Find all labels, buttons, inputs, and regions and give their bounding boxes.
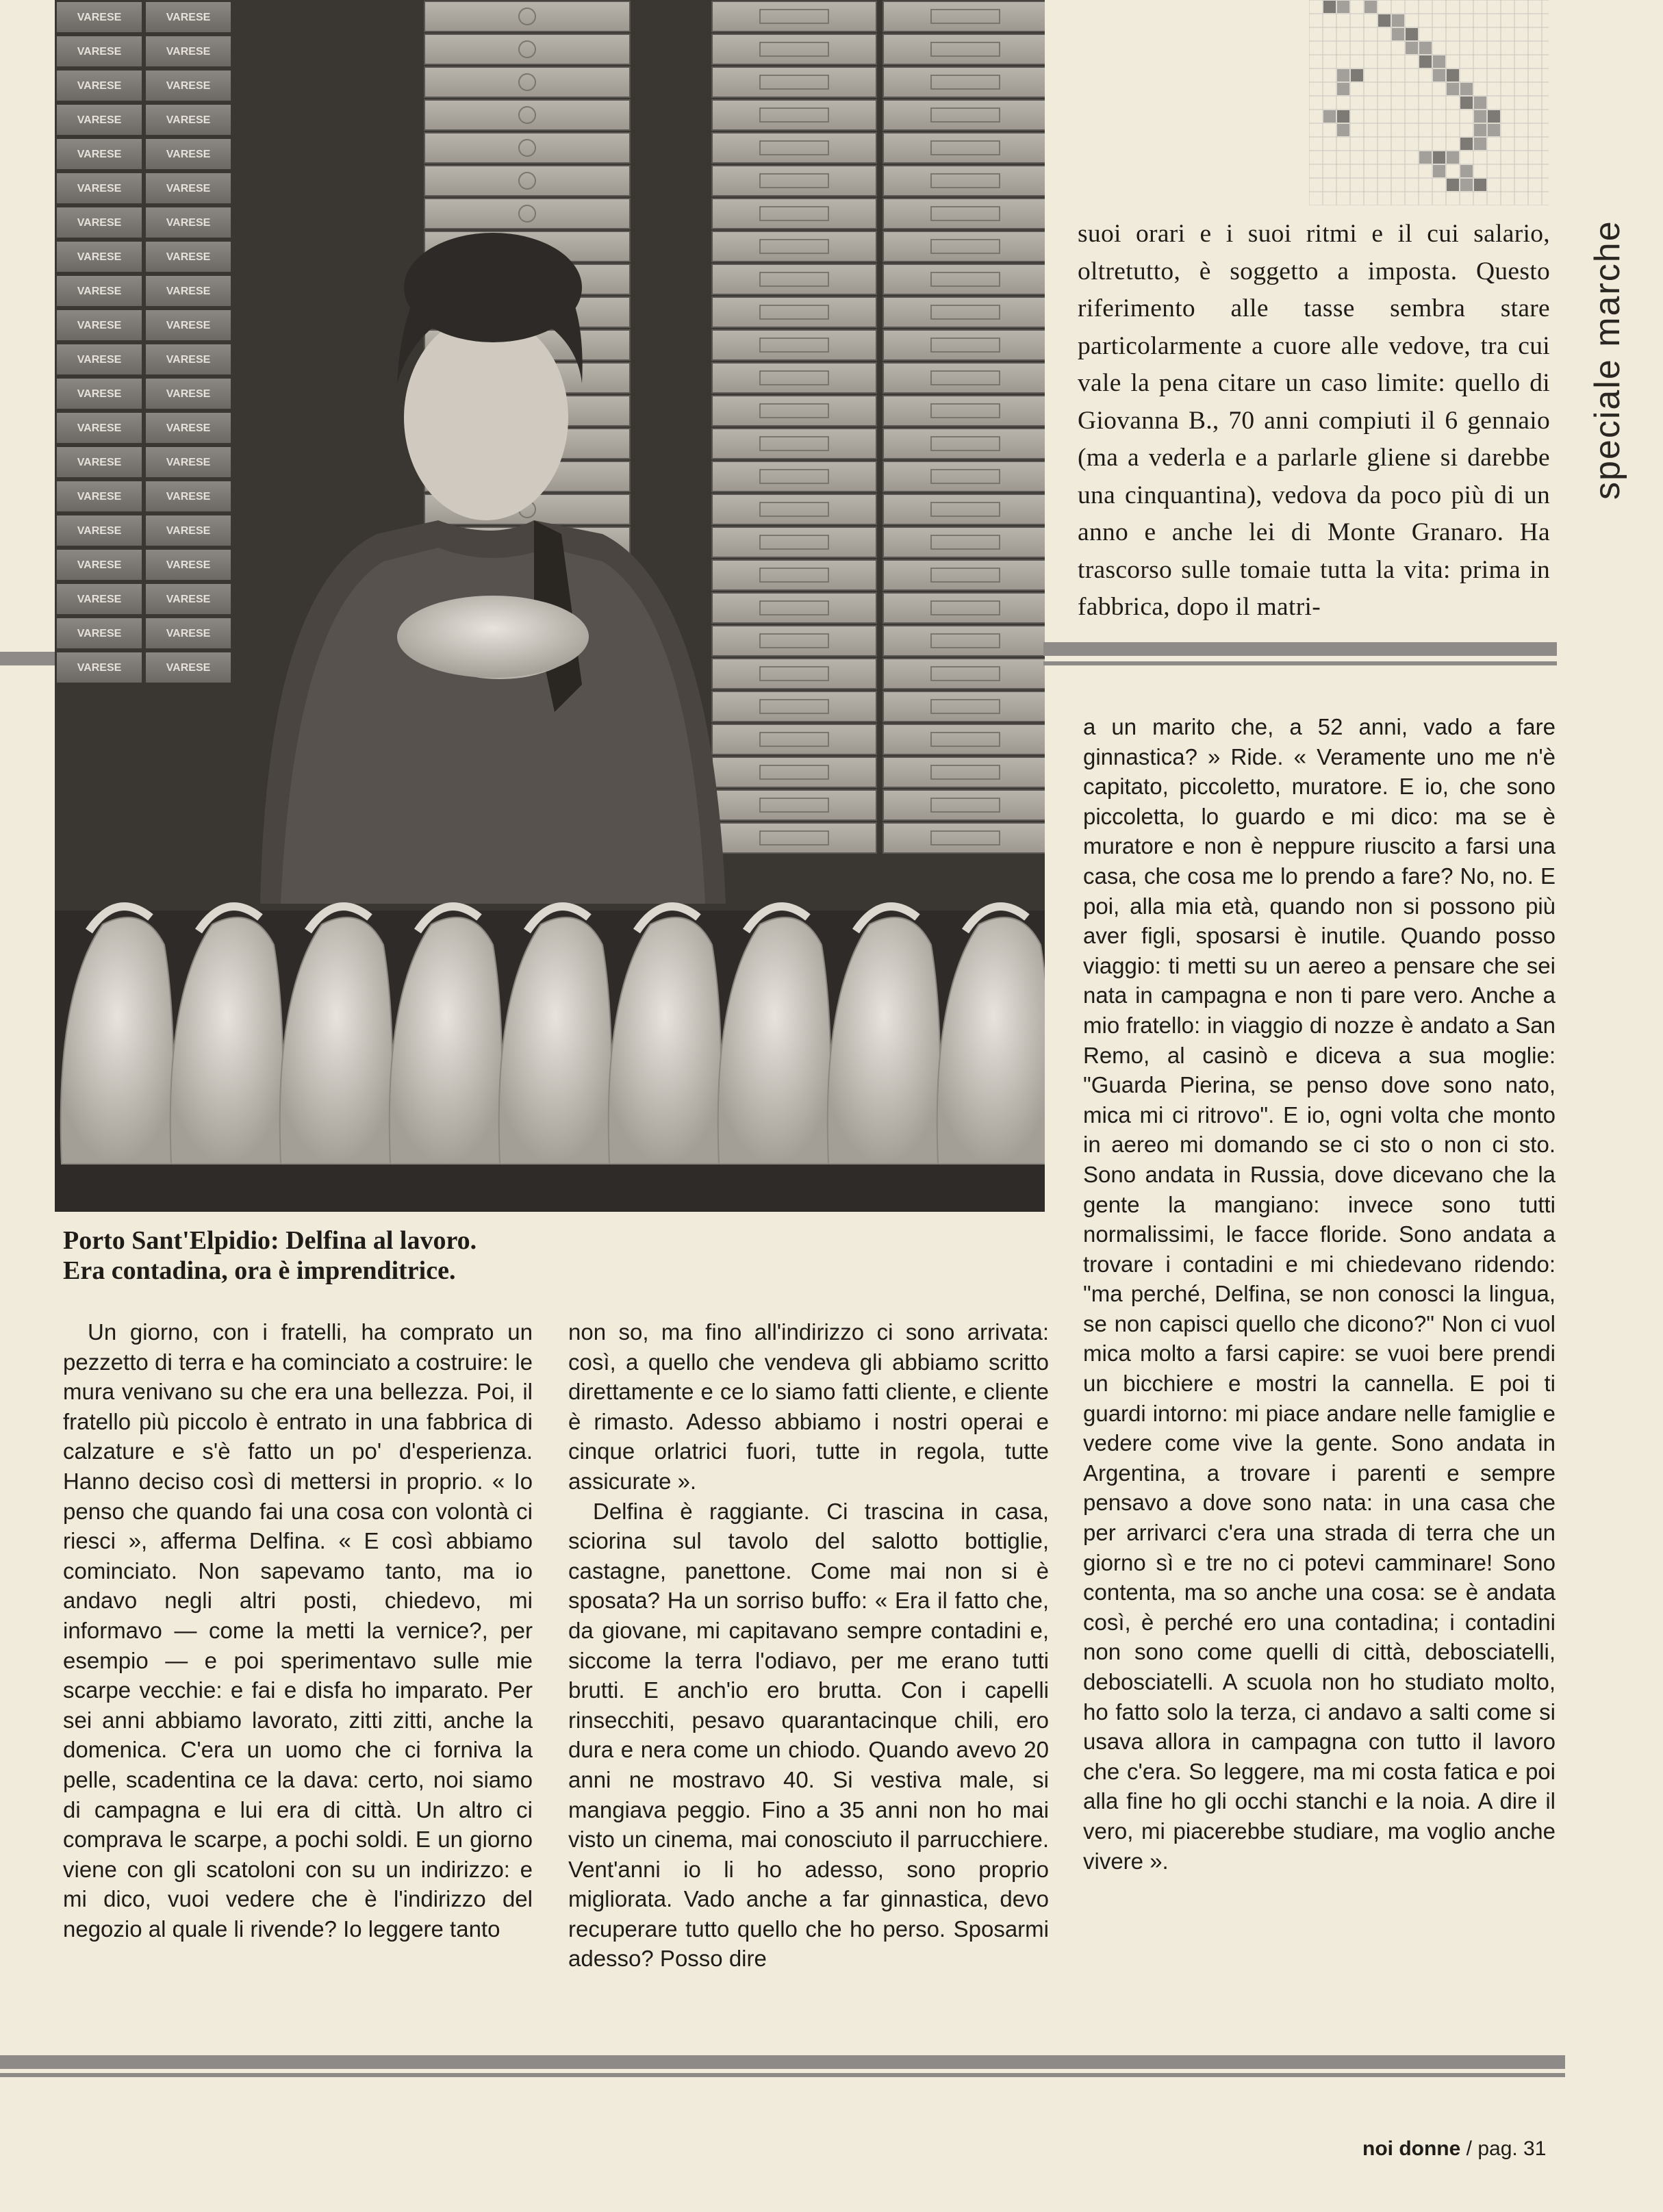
shoe-box-label: VARESE xyxy=(166,662,211,674)
shoe-box xyxy=(56,618,142,649)
shoe-box xyxy=(56,70,142,101)
shoe-box xyxy=(712,429,876,459)
section-label: speciale marche xyxy=(1588,220,1627,500)
footer-separator: / xyxy=(1460,2137,1478,2160)
shoe-box xyxy=(712,659,876,689)
shoe-box xyxy=(712,133,876,163)
shoe-box xyxy=(883,823,1045,853)
shoe-box-label: VARESE xyxy=(77,251,122,263)
shoe-box xyxy=(56,104,142,136)
shoe-box xyxy=(145,138,231,170)
shoe-box xyxy=(712,461,876,492)
shoe-box xyxy=(56,36,142,67)
divider-bottom xyxy=(0,2055,1565,2069)
shoe-box xyxy=(145,481,231,512)
shoe-box xyxy=(56,207,142,238)
shoe-box xyxy=(56,412,142,444)
shoe-box xyxy=(56,344,142,375)
shoe-box-label: VARESE xyxy=(166,354,211,366)
shoe-box xyxy=(145,515,231,546)
shoe-box xyxy=(883,659,1045,689)
shoe-box xyxy=(56,275,142,307)
shoe-box-label: VARESE xyxy=(166,559,211,571)
shoe-box xyxy=(883,396,1045,426)
serif-column xyxy=(1078,216,1550,626)
shoe-box xyxy=(145,583,231,615)
shoe-box-label: VARESE xyxy=(77,12,122,23)
shoe-box xyxy=(712,626,876,656)
shoe-box xyxy=(145,412,231,444)
shoe-box xyxy=(712,264,876,294)
shoe-box-label: VARESE xyxy=(77,628,122,639)
shoe-box-label: VARESE xyxy=(77,491,122,503)
shoe-box-label: VARESE xyxy=(77,149,122,160)
article-column-1 xyxy=(63,1317,533,1944)
shoe-box xyxy=(424,1,630,31)
shoe-box xyxy=(712,34,876,64)
shoe-box xyxy=(712,757,876,787)
shoe-box-label: VARESE xyxy=(166,457,211,468)
shoe-box xyxy=(712,330,876,360)
article-column-2 xyxy=(568,1317,1049,1974)
shoe-box-label: VARESE xyxy=(166,12,211,23)
shoe-box-label: VARESE xyxy=(166,628,211,639)
shoe-box xyxy=(712,527,876,557)
shoe-box xyxy=(56,446,142,478)
divider-right-thin xyxy=(1043,661,1557,665)
shoe-box xyxy=(883,494,1045,524)
divider-right xyxy=(1043,642,1557,656)
photo-illustration xyxy=(55,0,1045,1212)
caption-line-2: Era contadina, ora è imprenditrice. xyxy=(63,1256,456,1285)
shoe-box xyxy=(145,1,231,33)
shoe-box xyxy=(883,133,1045,163)
shoe-box xyxy=(712,724,876,754)
shoe-box-label: VARESE xyxy=(166,525,211,537)
shoe-box xyxy=(56,652,142,683)
magazine-name: noi donne xyxy=(1362,2137,1461,2160)
shoe-box-label: VARESE xyxy=(77,354,122,366)
column-2-paragraph-2: Delfina è raggiante. Ci trascina in casa, sciorina sul tavolo del salotto bottiglie, castagne, panettone. Come mai non si è sposata? Ha un sorriso buffo: « Era il fatto che, da giovane, mi capitavano sempre contadini e, siccome la terra l'odiavo, per me erano tutti brutti. E anch'io ero brutta. Con i capelli rinsecchiti, pesavo quarantacinque chili, ero dura e nera come un chiodo. Quando avevo 20 anni ne mostravo 40. Si vestiva male, si mangiava peggio. Fino a 35 anni non ho mai visto un cinema, mai conosciuto il parrucchiere. Vent'anni io li ho adesso, sono proprio migliorata. Vado anche a far ginnastica, devo recuperare tutto quello che ho perso. Sposarmi adesso? Posso dire xyxy=(568,1498,1049,1972)
shoe-box-label: VARESE xyxy=(77,525,122,537)
shoe-box xyxy=(712,691,876,722)
shoe-box xyxy=(712,1,876,31)
shoe-box-label: VARESE xyxy=(77,320,122,331)
shoe-box xyxy=(883,757,1045,787)
shoe-box xyxy=(712,297,876,327)
shoe-box xyxy=(712,396,876,426)
shoe-box xyxy=(56,549,142,581)
caption-line-1: Porto Sant'Elpidio: Delfina al lavoro. xyxy=(63,1226,477,1255)
shoe-box xyxy=(883,724,1045,754)
shoe-box xyxy=(145,275,231,307)
shoe-box xyxy=(145,207,231,238)
shoe-box-label: VARESE xyxy=(77,46,122,58)
shoe-box xyxy=(145,344,231,375)
shoe-box xyxy=(712,166,876,196)
shoe-box xyxy=(424,133,630,163)
shoe-box xyxy=(424,199,630,229)
shoe-box xyxy=(883,626,1045,656)
shoe-box xyxy=(712,231,876,262)
shoe-box-label: VARESE xyxy=(77,594,122,605)
shoe-box xyxy=(883,166,1045,196)
shoe-box-label: VARESE xyxy=(166,149,211,160)
shoe-box xyxy=(145,378,231,409)
shoe-box-label: VARESE xyxy=(77,80,122,92)
shoe-box-label: VARESE xyxy=(77,388,122,400)
shoe-box-label: VARESE xyxy=(77,114,122,126)
shoe-box-label: VARESE xyxy=(77,559,122,571)
shoe-box xyxy=(883,363,1045,393)
shoe-box xyxy=(883,527,1045,557)
shoe-box-label: VARESE xyxy=(77,217,122,229)
shoe-box-label: VARESE xyxy=(77,183,122,194)
shoe-box xyxy=(883,231,1045,262)
page-number: pag. 31 xyxy=(1477,2137,1547,2160)
shoe-box xyxy=(145,446,231,478)
serif-paragraph: suoi orari e i suoi ritmi e il cui salario, oltretutto, è soggetto a imposta. Questo riferimento alle tasse sembra stare particolarmente a cuore alle vedove, tra cui vale la pena citare un caso limite: quello di Giovanna B., 70 anni compiuti il 6 gennaio (ma a vederla e a parlarle gliene si darebbe una cinquantina), vedova da poco più di un anno e anche lei di Monte Granaro. Ha trascorso sulle tomaie tutta la vita: prima in fabbrica, dopo il matri- xyxy=(1078,220,1550,621)
divider-bottom-thin xyxy=(0,2073,1565,2077)
photo-caption xyxy=(63,1225,1021,1286)
shoe-box-label: VARESE xyxy=(166,80,211,92)
shoe-box xyxy=(712,560,876,590)
column-2-paragraph-1: non so, ma fino all'indirizzo ci sono arrivata: così, a quello che vendeva gli abbiamo scritto direttamente e ce lo siamo fatti cliente, e cliente è rimasto. Adesso abbiamo i nostri operai e cinque orlatrici fuori, tutte in regola, tutte assicurate ». xyxy=(568,1319,1049,1494)
shoe-box xyxy=(712,199,876,229)
shoe-box xyxy=(883,461,1045,492)
shoe-box xyxy=(56,309,142,341)
shoe-box-label: VARESE xyxy=(166,285,211,297)
shoe-box xyxy=(145,36,231,67)
shoe-box-label: VARESE xyxy=(166,320,211,331)
shoe-box-label: VARESE xyxy=(166,491,211,503)
shoe-box xyxy=(145,241,231,272)
shoe-box xyxy=(883,560,1045,590)
shoe-box-label: VARESE xyxy=(166,251,211,263)
shoe-box xyxy=(145,549,231,581)
article-column-3 xyxy=(1083,712,1556,1876)
shoe-box-label: VARESE xyxy=(77,422,122,434)
column-3-paragraph-1: a un marito che, a 52 anni, vado a fare ginnastica? » Ride. « Veramente uno me n'è capitato, piccoletto, muratore. E io, che sono piccoletta, lo guardo e mi dico: ma se è muratore e non è neppure riuscito a farsi una casa, che cosa me lo prendo a fare? No, no. E poi, alla mia età, quando non si possono più aver figli, sposarsi è inutile. Quando posso viaggio: ti metti su un aereo a pensare che sei nata in campagna e non ti pare vero. Anche a mio fratello: in viaggio di nozze è andato a San Remo, al casinò e diceva a sua moglie: "Guarda Pierina, se penso dove sono nato, mica mi ci ritrovo". E io, ogni volta che monto in aereo mi domando se ci sto o non ci sto. Sono andata in Russia, dove dicevano che la gente la mangiano: invece sono tutti normalissimi, le facce floride. Sono andata a trovare i contadini e mi chiedevano ridendo: "ma perché, Delfina, se non conosci la lingua, se non capisci quello che dicono?" Non ci vuol mica molto a farsi capire: se vuoi bere prendi un bicchiere e mostri la cannella. E poi ti guardi intorno: mi piace andare nelle famiglie e vedere come vive la gente. Sono andata in Argentina, a trovare i parenti e sempre pensavo a dove sono nata: in una casa che per arrivarci c'era una strada di terra che un giorno sì e tre no ci potevi camminare! Sono contenta, ma so anche una cosa: se è andata così, è perché ero una contadina; i contadini non sono come quelli di città, debosciatelli, debosciatelli. A scuola non ho studiato molto, ho fatto solo la terza, ci andavo a salti come si usava allora in campagna con tutto il lavoro che c'era. So leggere, ma mi costa fatica e poi alla fine ho gli occhi stanchi e la noia. A dire il vero, mi piacerebbe studiare, ma voglio anche vivere ». xyxy=(1083,714,1556,1874)
shoe-box-label: VARESE xyxy=(166,183,211,194)
shoe-box xyxy=(712,790,876,820)
shoe-box xyxy=(424,34,630,64)
shoe-box xyxy=(883,593,1045,623)
shoe-box xyxy=(145,618,231,649)
shoe-box xyxy=(56,515,142,546)
shoe-box xyxy=(883,34,1045,64)
shoe-box xyxy=(883,199,1045,229)
page-footer xyxy=(1362,2137,1568,2165)
column-1-paragraph-1: Un giorno, con i fratelli, ha comprato un pezzetto di terra e ha cominciato a costruire: le mura venivano su che era una bellezza. Poi, il fratello più piccolo è entrato in una fabbrica di calzature e s'è fatto un po' d'esperienza. Hanno deciso così di mettersi in proprio. « Io penso che quando fai una cosa con volontà ci riesci », afferma Delfina. « E così abbiamo cominciato. Non sapevamo tanto, ma io andavo negli altri posti, chiedevo, mi informavo — come la metti la vernice?, per esempio — e poi sperimentavo sulle mie scarpe vecchie: e fai e disfa ho imparato. Per sei anni abbiamo lavorato, zitti zitti, anche la domenica. C'era un uomo che ci forniva la pelle, scadentina ce la dava: certo, noi siamo di campagna e lui era di città. Un altro ci comprava le scarpe, a pochi soldi. E un giorno viene con gli scatoloni con su un indirizzo: e mi dico, vuoi vedere che è l'indirizzo del negozio al quale li rivende? Io leggere tanto xyxy=(63,1319,533,1942)
shoe-box xyxy=(424,100,630,130)
shoe-box xyxy=(56,481,142,512)
shoe-box xyxy=(712,593,876,623)
shoe-box xyxy=(145,309,231,341)
shoe-box xyxy=(883,100,1045,130)
shoe-box-label: VARESE xyxy=(166,217,211,229)
italy-map-graphic xyxy=(1309,0,1549,205)
shoe-box-label: VARESE xyxy=(166,388,211,400)
shoe-box xyxy=(145,652,231,683)
shoe-box xyxy=(712,67,876,97)
article-photo xyxy=(55,0,1045,1212)
shoe-box xyxy=(883,297,1045,327)
shoe-box xyxy=(145,173,231,204)
shoe-box-label: VARESE xyxy=(77,457,122,468)
shoe-box xyxy=(56,1,142,33)
shoe-box xyxy=(712,100,876,130)
shoe-box xyxy=(56,583,142,615)
shoe-box xyxy=(712,823,876,853)
shoe-box xyxy=(883,264,1045,294)
shoe-box xyxy=(712,363,876,393)
shoe-box xyxy=(56,378,142,409)
shoe-box xyxy=(56,138,142,170)
map-grid xyxy=(1309,0,1549,205)
shoe-box xyxy=(883,67,1045,97)
shoe-box xyxy=(883,1,1045,31)
shoe-box xyxy=(712,494,876,524)
divider-left xyxy=(0,652,55,665)
shoe-box-label: VARESE xyxy=(166,594,211,605)
shoe-box-label: VARESE xyxy=(166,114,211,126)
shoe-box xyxy=(145,104,231,136)
shoe-box xyxy=(883,691,1045,722)
shoe-box xyxy=(424,67,630,97)
shoe-box xyxy=(424,166,630,196)
shoe-box xyxy=(145,70,231,101)
shoe-box xyxy=(883,790,1045,820)
shoe-box-label: VARESE xyxy=(77,662,122,674)
shoe-box-label: VARESE xyxy=(166,46,211,58)
shoe-box xyxy=(56,241,142,272)
shoe-box xyxy=(56,173,142,204)
shoe-box xyxy=(883,330,1045,360)
shoe-box xyxy=(883,429,1045,459)
shoe-box-label: VARESE xyxy=(77,285,122,297)
shoe-box-label: VARESE xyxy=(166,422,211,434)
